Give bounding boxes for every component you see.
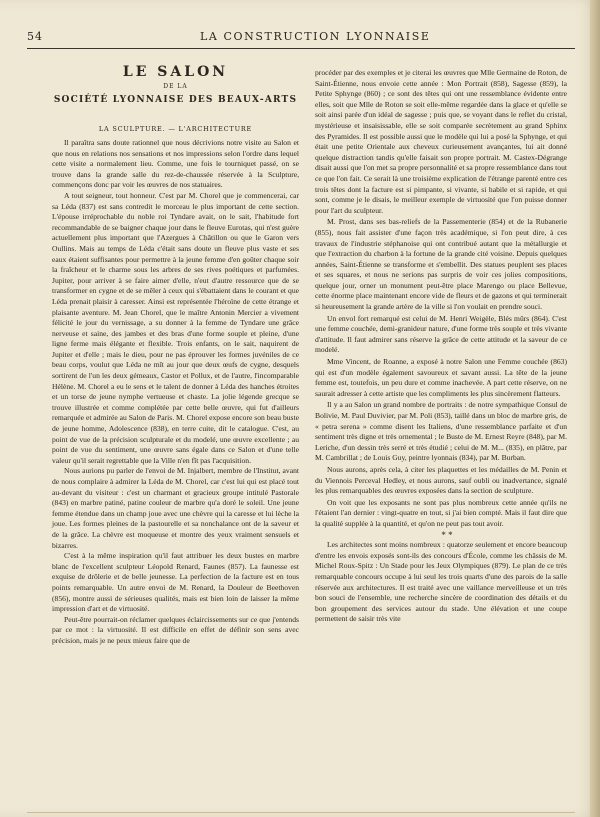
paragraph: On voit que les exposants ne sont pas plus nombreux cette année qu'ils ne l'étaient l'an dernier : vingt-quatre en tout, si j'ai bien compté. Mais il faut dire que la qualité supplée à la quantité, et qu'on ne peut pas tout avoir.: [315, 497, 567, 528]
paragraph: Peut-être pourrait-on réclamer quelques éclaircissements sur ce que j'entends par ce mot : la virtuosité. Il est difficile en effet de définir son sens avec précision, mais je ne peux mieux faire que de: [52, 614, 299, 645]
article-title: LE SALON: [122, 64, 229, 80]
page-edge: [590, 0, 600, 817]
running-header: [0, 30, 600, 46]
paragraph: C'est à la même inspiration qu'il faut attribuer les deux bustes en marbre blanc de l'excellent sculpteur Léopold Renard, Faunes (857). La faunesse est exquise de drôlerie et de belle jeunesse. La perfection de la facture est en tous points remarquable. Un autre envoi de M. Renard, la Douleur de Beethoven (856), montre aussi de sérieuses qualités, mais est bien loin de laisser la même impression d'art et de virtuosité.: [52, 551, 299, 614]
paragraph: Un envol fort remarqué est celui de M. Henri Weigèle, Blés mûrs (864). C'est une femme couchée, demi-granideur nature, d'une forme très souple et très vivante d'attitude. Il faut admirer sans réserve la grâce de cette attitude et la saveur de ce modelé.: [315, 313, 567, 355]
paragraph: Les architectes sont moins nombreux : quatorze seulement et encore beaucoup d'entre les envois exposés sont-ils des concours d'École, comme les châssis de M. Michel Roux-Spitz : Un Stade pour les Jeux Olympiques (879). Le plan de ce très remarquable concours occupe à lui seul les trois quarts d'une des parois de la salle réservée aux architectures. Il est traité avec une vaillance merveilleuse et un très bon souci de l'ensemble, une recherche sincère de coordination des détails et du bon groupement des services autour du stade. Une élévation et une coupe permettent de saisir très vite: [315, 540, 567, 624]
article-subtitle: DE LA: [163, 83, 188, 90]
paragraph: A tout seigneur, tout honneur. C'est par M. Chorel que je commencerai, car sa Léda (837) est sans contredit le morceau le plus important de cette section. L'épouse irréprochable du noble roi Tyndare avait, on le sait, l'habitude fort recommandable de se baigner chaque jour dans le fleuve Eurotas, qui n'est guère actuellement plus important que l'Azergues à Châtillon ou que le Garon vers Oullins. Mais au temps de Léda c'était sans doute un fleuve plus vaste et ses eaux étaient suffisantes pour permettre à la jeune femme d'en goûter chaque soir la fraîcheur et le charme sous les arbres de ses rives poétiques et parfumées. Jupiter, pour arriver à se faire aimer d'elle, n'eut d'autre ressource que de se transformer en cygne et de se mêler à ceux qui s'ébattaient dans le courant et que Léda prenait plaisir à caresser. Ainsi est représentée l'héroïne de cette étrange et plaisante aventure. M. Jean Chorel, que le maître Antonin Mercier a vivement félicité le jour du vernissage, a su donner à la femme de Tyndare une grâce nerveuse et saine, des jambes et des bras d'une forme souple et pleine, d'une ligne ferme mais élégante et flexible. Trois enfants, on le sait, naquirent de Jupiter et d'elle ; mais le dieu, pour ne pas éprouver les formes juvéniles de ce beau corps, voulut que Léda ne mît au jour que deux œufs de cygne, desquels sortirent de l'un les deux gémeaux, Castor et Pollux, et de l'autre, l'incomparable Hélène. M. Chorel a eu le sens et le talent de donner à Léda des hanches étroites et un torse de jeune nymphe vertueuse et chaste. La jolie légende grecque se trouve illustrée et comme complétée par cette belle œuvre, qui fut d'ailleurs remarquée et admirée au Salon de Paris. M. Chorel expose encore son beau buste de jeune homme, Adolescence (838), en terre cuite, dit le catalogue. C'est, au point de vue de la précision sculpturale et du modelé, une œuvre excellente ; au point de vue du sentiment, une œuvre sans égale dans ce Salon et d'une telle valeur qu'il serait regrettable que la Ville n'en fît pas l'acquisition.: [52, 190, 299, 465]
paragraph: Mme Vincent, de Roanne, a exposé à notre Salon une Femme couchée (863) qui est d'un modèle également savoureux et savant aussi. La tête de la jeune femme est, toutefois, un peu dure et comme inachevée. A part cette réserve, on ne saurait adresser à cette artiste que les compliments les plus sincèrement flatteurs.: [315, 357, 567, 398]
page-number: 54: [27, 30, 43, 43]
paragraph: Il paraîtra sans doute rationnel que nous décrivions notre visite au Salon et que nous en relations nos sensations et nos impressions selon l'ordre dans lequel cette visite a normalement lieu. Comme, une fois le tourniquet passé, on se trouve dans la grande salle du rez-de-chaussée réservée à la Sculpture, commençons donc par voir les œuvres de nos statuaires.: [52, 138, 299, 190]
left-column: [52, 138, 299, 647]
header-rule: [27, 48, 575, 49]
paragraph: Nous aurons, après cela, à citer les plaquettes et les médailles de M. Penin et du Viennois Perceval Hedley, et nous aurons, sauf oubli ou inadvertance, signalé les plus remarquables des œuvres exposées dans la section de sculpture.: [315, 464, 567, 496]
section-heading: LA SCULPTURE. — L'ARCHITECTURE: [98, 125, 253, 133]
journal-title: LA CONSTRUCTION LYONNAISE: [200, 30, 431, 43]
paragraph: Il y a au Salon un grand nombre de portraits : de notre sympathique Consul de Bolivie, M. Paul Duvivier, par M. Poli (853), taillé dans un bloc de marbre gris, de « petra serena » comme disent les Italiens, d'une ressemblance parfaite et d'un sentiment très digne et très ornemental ; le Buste de M. Ernest Reyre (848), par M. Leriche, d'un dessin très serré et très étudié ; celui de M. M... (835), en plâtre, par M. Cambrillat ; de Louis Guy, peintre lyonnais (834), par M. Burban.: [315, 400, 567, 463]
section-separator: * *: [441, 529, 453, 540]
bottom-edge: [27, 812, 575, 813]
paragraph: procéder par des exemples et je citerai les œuvres que Mlle Germaine de Roton, de Saint-Étienne, nous envoie cette année : Mon Portrait (858), Sagesse (859), la Petite Sphynge (860) ; ce sont des têtes qui ont une ressemblance évidente entre elles, soit que Mlle de Roton se soit elle-même regardée dans la glace et qu'elle se soit ainsi parée d'un idéal de sagesse ; puis que, se voyant dans le reflet du cristal, mystérieuse et insaisissable, elle se soit comparée secrètement au grand Sphinx des Pyramides. Il est possible aussi que le modèle qui lui a posé la Sphynge, et qui était une petite Orientale aux cheveux curieusement avançantes, lui ait donné quelque distraction tandis qu'elle faisait son propre portrait. M. Castex-Dégrange disait aussi que l'on met sa propre personnalité et sa propre ressemblance dans tout ce que l'on fait. Ce serait là une troisième explication de l'étrange parenté entre ces trois têtes dont la facture est si pimpante, si vivante, si habile et si rapide, et qui sont, comme je le disais, le meilleur exemple de virtuosité que l'on puisse donner pour l'art du sculpteur.: [315, 68, 567, 215]
paragraph: Nous aurions pu parler de l'envoi de M. Injalbert, membre de l'Institut, avant de nous complaire à admirer la Léda de M. Chorel, car c'est lui qui est placé tout au-devant du visiteur : c'est un charmant et gracieux groupe intitulé Pastorale (843) en marbre patiné, patine couleur de marbre qu'a doré le soleil. Une jeune femme étendue dans un champ joue avec une chèvre qui la caresse et lui lèche la joue. Les formes pleines de la pastourelle et sa nonchalance ont de la saveur et de la grâce. La chèvre est moqueuse et montre des yeux vraiment sensuels et bizarres.: [52, 466, 299, 550]
right-column: [315, 67, 567, 625]
paragraph: M. Prost, dans ses bas-reliefs de la Passementerie (854) et de la Rubanerie (855), nous fait assister d'une façon très académique, si l'on peut dire, à ces travaux de l'industrie stéphanoise qui ont contribué autant que la métallurgie et que l'extraction du charbon à la fortune de la grande cité voisine. Depuis quelques années, Saint-Étienne se transforme et s'embellit. Des statues peuplent ses places et ses squares, et nous ne serions pas surpris de voir ces jolies compositions, quelque jour, orner un monument peut-être place Marengo ou place Bellevue, cette énorme place maintenant encore vide de fleurs et de gazons et qui terminerait si heureusement la grande artère de la ville si l'on voulait en prendre souci.: [315, 217, 567, 312]
society-name: SOCIÉTÉ LYONNAISE DES BEAUX-ARTS: [53, 95, 298, 105]
